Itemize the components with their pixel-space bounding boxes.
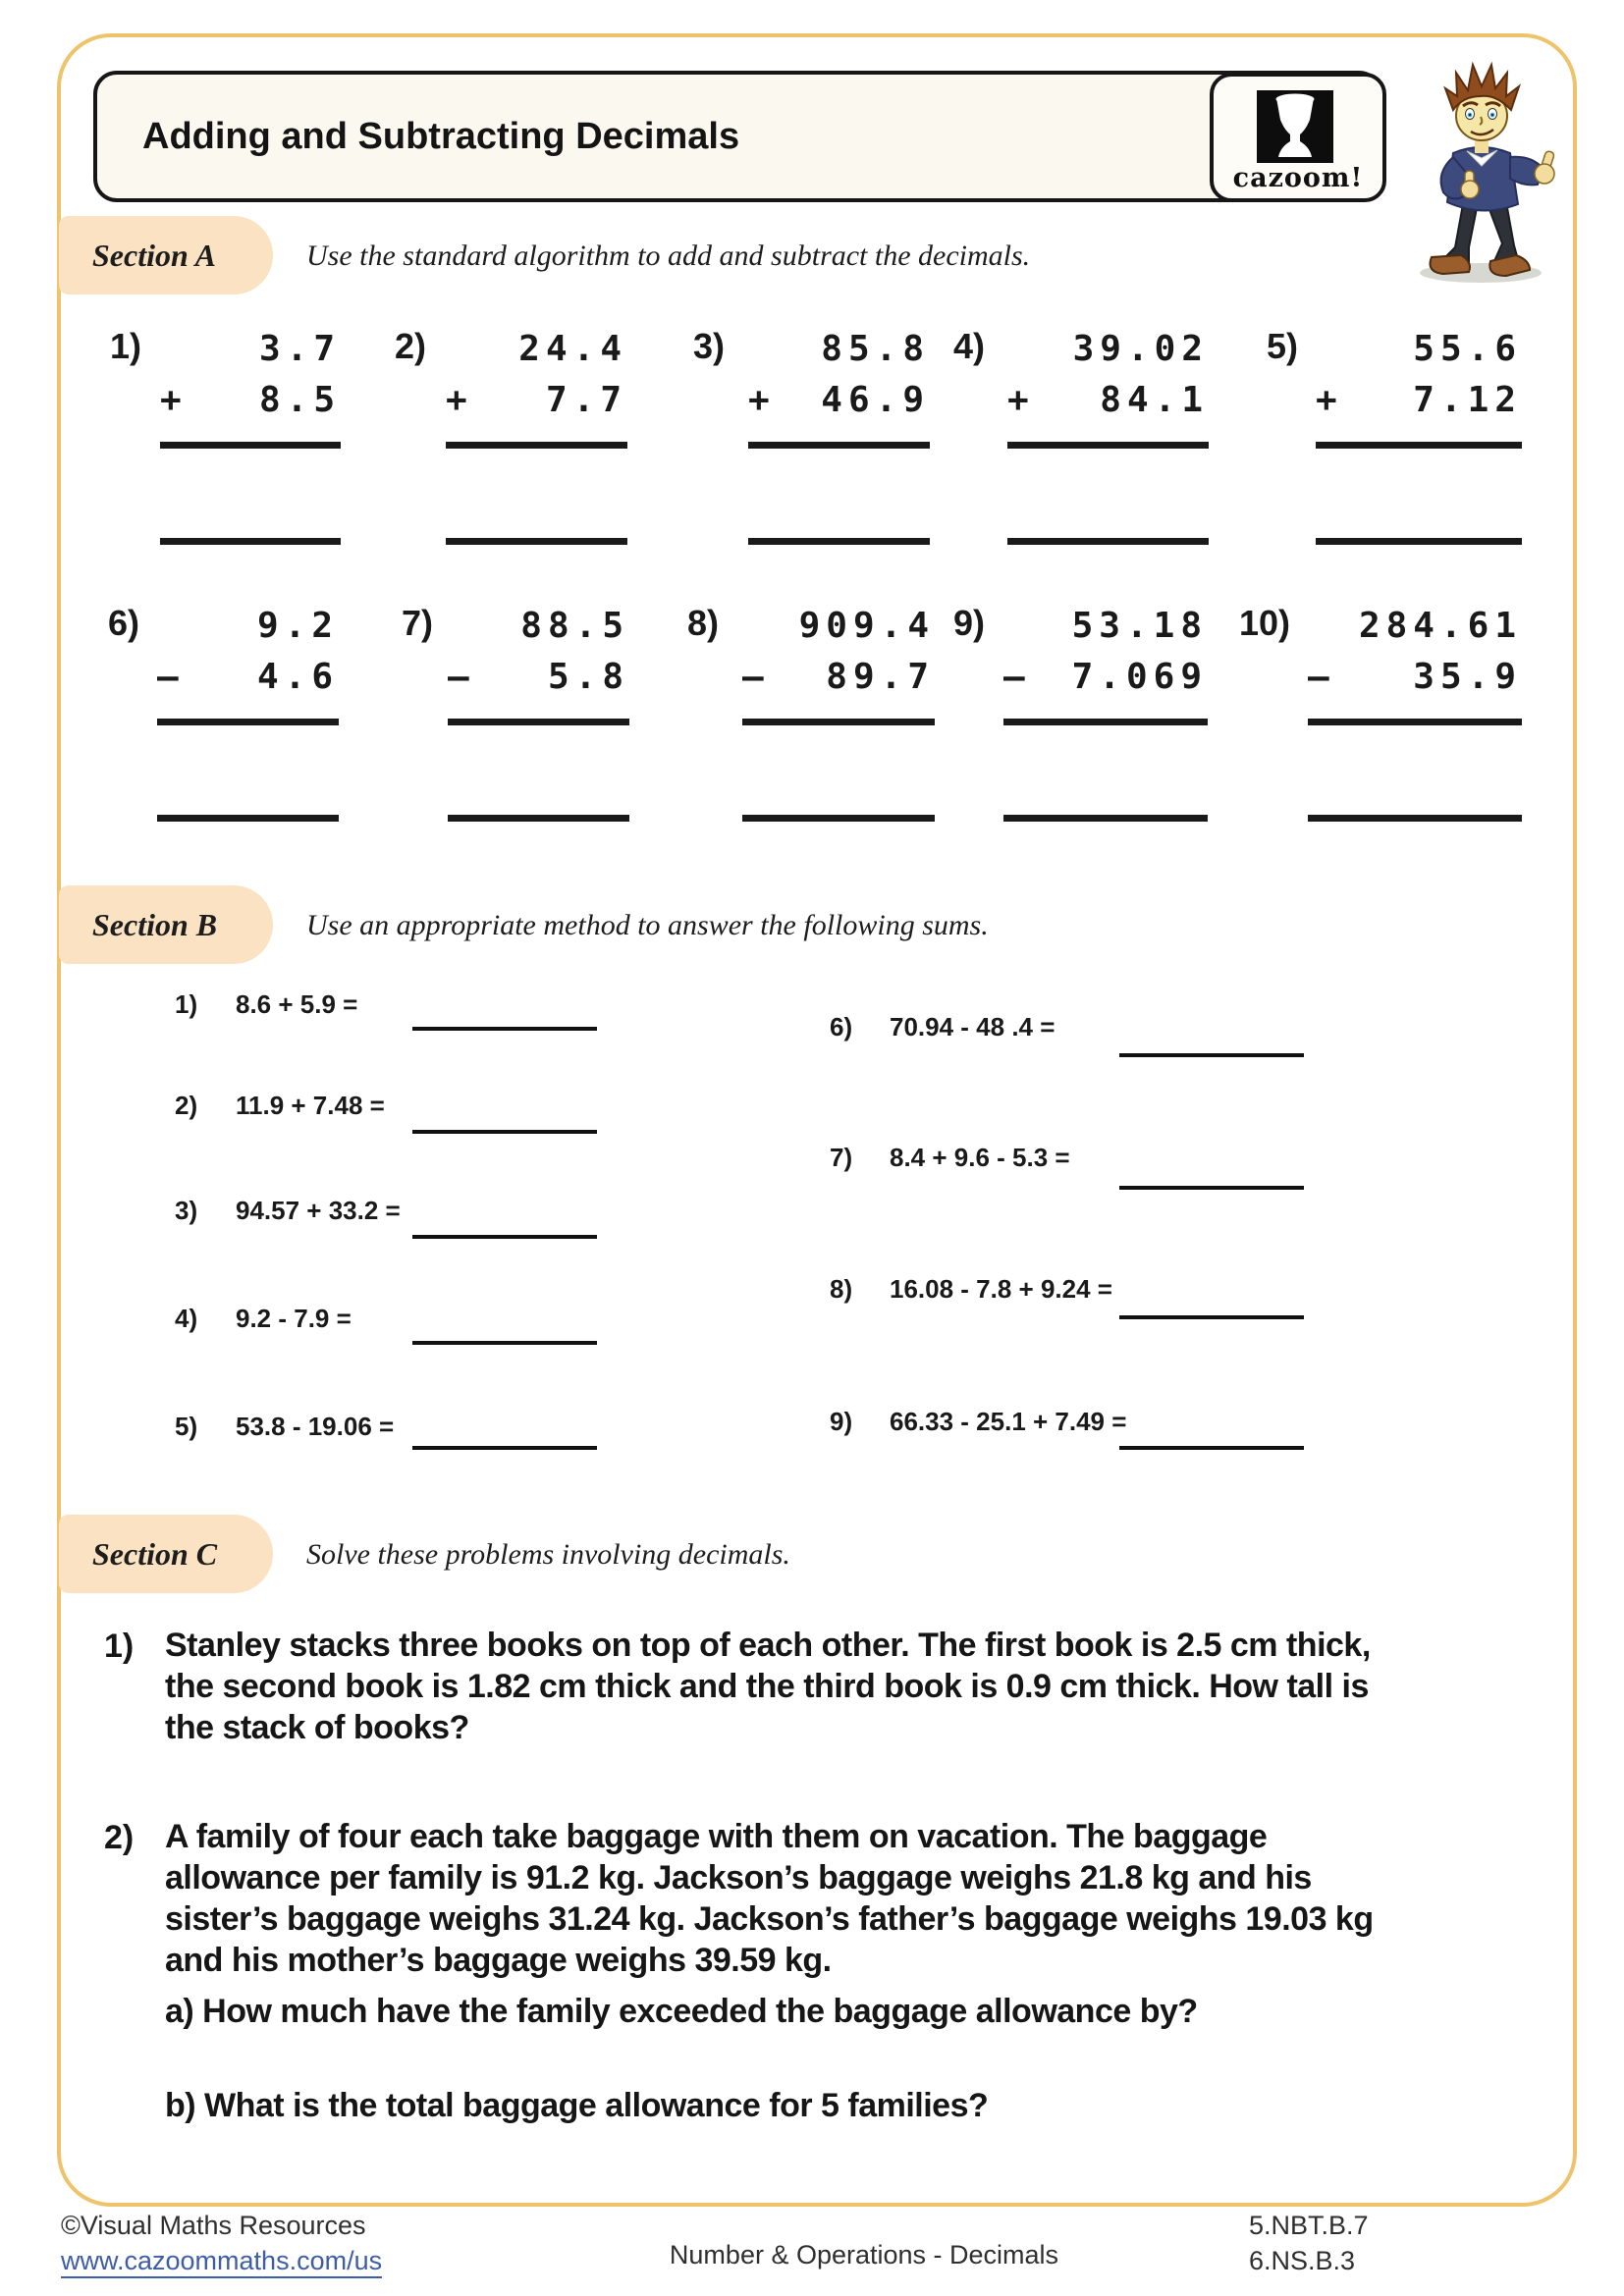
answer-blank xyxy=(1308,815,1522,822)
answer-blank xyxy=(448,815,629,822)
section-a-label: Section A xyxy=(59,216,273,294)
answer-blank xyxy=(412,1130,597,1134)
section-c-instruction: Solve these problems involving decimals. xyxy=(306,1538,790,1571)
word-problem-2b: b) What is the total baggage allowance for 5 families? xyxy=(165,2087,989,2124)
section-b-instruction: Use an appropriate method to answer the following sums. xyxy=(306,909,989,941)
title-box xyxy=(93,71,1382,202)
expression: 53.8 - 19.06 = xyxy=(236,1412,395,1441)
plus-operator: + xyxy=(446,380,473,420)
problem-number: 1) xyxy=(175,989,198,1019)
problem-number: 3) xyxy=(175,1196,198,1225)
section-c-label: Section C xyxy=(59,1515,273,1593)
standard-code-2: 6.NS.B.3 xyxy=(1249,2246,1356,2275)
plus-operator: + xyxy=(748,380,776,420)
answer-blank xyxy=(1007,538,1209,545)
answer-blank xyxy=(412,1235,597,1239)
expression: 94.57 + 33.2 = xyxy=(236,1196,401,1225)
section-b-label: Section B xyxy=(59,885,273,964)
sum-rule xyxy=(748,442,930,449)
cazoom-wordmark: cazoom! xyxy=(1232,163,1364,193)
problem-number: 4) xyxy=(953,326,986,366)
sum-rule xyxy=(1007,442,1209,449)
problem-number: 10) xyxy=(1239,603,1291,643)
answer-blank xyxy=(412,1446,597,1450)
expression: 8.4 + 9.6 - 5.3 = xyxy=(890,1143,1070,1172)
problem-number: 5) xyxy=(1267,326,1299,366)
answer-blank xyxy=(1119,1186,1304,1190)
minus-operator: – xyxy=(157,657,185,697)
problem-number: 8) xyxy=(830,1274,853,1304)
word-problem-1: Stanley stacks three books on top of each other. The first book is 2.5 cm thick, the second book is 1.82 cm thick and the third book is 0.9 cm thick. How tall is the stack of books? xyxy=(165,1627,1371,1746)
plus-operator: + xyxy=(160,380,188,420)
column-problem-6: 9.2 – 4.6 xyxy=(157,601,339,822)
minus-operator: – xyxy=(448,657,475,697)
problem-number: 3) xyxy=(693,326,726,366)
mascot-boy-illustration xyxy=(1394,55,1581,286)
sum-rule xyxy=(742,719,935,725)
column-problem-4: 39.02 + 84.1 xyxy=(1007,324,1209,545)
page-title: Adding and Subtracting Decimals xyxy=(142,116,740,157)
problem-number: 6) xyxy=(108,603,140,643)
problem-number: 8) xyxy=(687,603,720,643)
problem-number: 1) xyxy=(110,326,142,366)
footer-topic: Number & Operations - Decimals xyxy=(669,2240,1059,2269)
word-problem-2a: a) How much have the family exceeded the baggage allowance by? xyxy=(165,1993,1198,2030)
sum-rule xyxy=(160,442,341,449)
answer-blank xyxy=(1119,1446,1304,1450)
problem-number: 4) xyxy=(175,1304,198,1333)
problem-number: 2) xyxy=(395,326,427,366)
problem-number: 7) xyxy=(830,1143,853,1172)
sum-rule xyxy=(1003,719,1208,725)
answer-blank xyxy=(1119,1315,1304,1319)
answer-blank xyxy=(412,1341,597,1345)
plus-operator: + xyxy=(1007,380,1035,420)
minus-operator: – xyxy=(1003,657,1031,697)
sum-rule xyxy=(1316,442,1522,449)
sum-rule xyxy=(448,719,629,725)
minus-operator: – xyxy=(742,657,770,697)
answer-blank xyxy=(1316,538,1522,545)
expression: 11.9 + 7.48 = xyxy=(236,1091,385,1120)
problem-number: 5) xyxy=(175,1412,198,1441)
plus-operator: + xyxy=(1316,380,1343,420)
cazoom-logo xyxy=(1210,73,1386,202)
expression: 16.08 - 7.8 + 9.24 = xyxy=(890,1274,1112,1304)
answer-blank xyxy=(1119,1053,1304,1057)
problem-number: 2) xyxy=(175,1091,198,1120)
problem-number: 6) xyxy=(830,1012,853,1041)
answer-blank xyxy=(742,815,935,822)
answer-blank xyxy=(160,538,341,545)
answer-blank xyxy=(412,1027,597,1031)
column-problem-3: 85.8 + 46.9 xyxy=(748,324,930,545)
column-problem-5: 55.6 + 7.12 xyxy=(1316,324,1522,545)
sum-rule xyxy=(446,442,627,449)
cazoom-url-link[interactable]: www.cazoommaths.com/us xyxy=(61,2246,382,2278)
expression: 8.6 + 5.9 = xyxy=(236,989,358,1019)
expression: 70.94 - 48 .4 = xyxy=(890,1012,1056,1041)
problem-number: 9) xyxy=(953,603,986,643)
column-problem-10: 284.61 – 35.9 xyxy=(1308,601,1522,822)
section-a-instruction: Use the standard algorithm to add and subtract the decimals. xyxy=(306,240,1031,272)
column-problem-9: 53.18 – 7.069 xyxy=(1003,601,1208,822)
column-problem-8: 909.4 – 89.7 xyxy=(742,601,935,822)
expression: 9.2 - 7.9 = xyxy=(236,1304,352,1333)
sum-rule xyxy=(157,719,339,725)
standard-code-1: 5.NBT.B.7 xyxy=(1249,2211,1369,2240)
drum-icon xyxy=(1257,90,1333,163)
answer-blank xyxy=(1003,815,1208,822)
sum-rule xyxy=(1308,719,1522,725)
problem-number: 7) xyxy=(402,603,434,643)
problem-number: 9) xyxy=(830,1407,853,1436)
problem-number: 2) xyxy=(104,1819,135,1856)
column-problem-2: 24.4 + 7.7 xyxy=(446,324,627,545)
expression: 66.33 - 25.1 + 7.49 = xyxy=(890,1407,1127,1436)
column-problem-1: 3.7 + 8.5 xyxy=(160,324,341,545)
column-problem-7: 88.5 – 5.8 xyxy=(448,601,629,822)
word-problem-2: A family of four each take baggage with them on vacation. The baggage allowance per family is 91.2 kg. Jackson’s baggage weighs 21.8 kg and his sister’s baggage weighs 31.24 kg. Jackson’s father’s baggage weighs 19.03 kg and his mother’s baggage weighs 39.59 kg. xyxy=(165,1818,1374,1979)
answer-blank xyxy=(157,815,339,822)
minus-operator: – xyxy=(1308,657,1335,697)
copyright-text: ©Visual Maths Resources xyxy=(61,2211,366,2240)
answer-blank xyxy=(446,538,627,545)
answer-blank xyxy=(748,538,930,545)
problem-number: 1) xyxy=(104,1628,135,1665)
